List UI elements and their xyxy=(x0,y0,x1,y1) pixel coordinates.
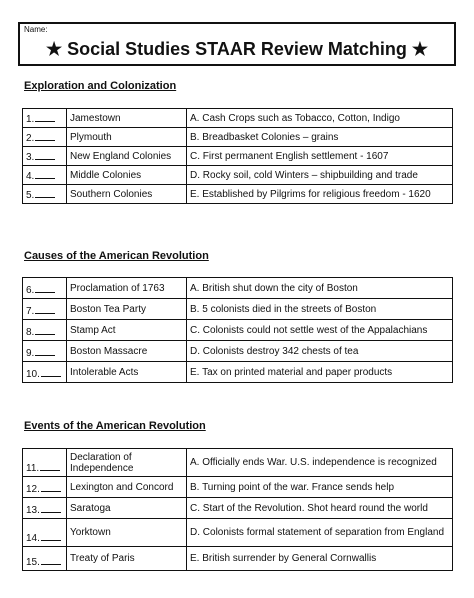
table-row xyxy=(23,498,453,519)
answer-blank[interactable] xyxy=(41,504,61,513)
item-number: 2. xyxy=(23,128,67,147)
definition-cell: C. Colonists could not settle west of the Appalachians xyxy=(187,320,453,341)
table-row xyxy=(23,166,453,185)
item-number: 3. xyxy=(23,147,67,166)
definition-cell: A. British shut down the city of Boston xyxy=(187,278,453,299)
table-row xyxy=(23,128,453,147)
definition-cell: B. 5 colonists died in the streets of Boston xyxy=(187,299,453,320)
item-number: 11. xyxy=(23,449,67,477)
item-number: 10. xyxy=(23,362,67,383)
table-row xyxy=(23,278,453,299)
term-cell: Lexington and Concord xyxy=(67,477,187,498)
section-heading-events: Events of the American Revolution xyxy=(24,420,206,432)
item-number: 1. xyxy=(23,109,67,128)
item-number: 12. xyxy=(23,477,67,498)
answer-blank[interactable] xyxy=(41,368,61,377)
answer-blank[interactable] xyxy=(35,284,55,293)
definition-cell: A. Officially ends War. U.S. independence is recognized xyxy=(187,449,453,477)
answer-blank[interactable] xyxy=(35,347,55,356)
answer-blank[interactable] xyxy=(40,462,60,471)
table-row xyxy=(23,449,453,477)
answer-blank[interactable] xyxy=(35,189,55,198)
item-number: 5. xyxy=(23,185,67,204)
section-heading-exploration: Exploration and Colonization xyxy=(24,80,177,92)
matching-table-exploration xyxy=(22,108,453,204)
term-cell: Jamestown xyxy=(67,109,187,128)
name-label: Name: xyxy=(24,25,48,34)
item-number: 9. xyxy=(23,341,67,362)
answer-blank[interactable] xyxy=(41,532,61,541)
definition-cell: C. Start of the Revolution. Shot heard round the world xyxy=(187,498,453,519)
term-cell: Southern Colonies xyxy=(67,185,187,204)
answer-blank[interactable] xyxy=(35,305,55,314)
term-cell: Declaration of Independence xyxy=(67,449,187,477)
table-row xyxy=(23,109,453,128)
definition-cell: E. Established by Pilgrims for religious freedom - 1620 xyxy=(187,185,453,204)
title-box xyxy=(18,22,456,66)
term-cell: New England Colonies xyxy=(67,147,187,166)
table-row xyxy=(23,362,453,383)
definition-cell: B. Turning point of the war. France sends help xyxy=(187,477,453,498)
answer-blank[interactable] xyxy=(35,170,55,179)
table-row xyxy=(23,147,453,166)
item-number: 7. xyxy=(23,299,67,320)
definition-cell: B. Breadbasket Colonies – grains xyxy=(187,128,453,147)
term-cell: Plymouth xyxy=(67,128,187,147)
table-row xyxy=(23,341,453,362)
definition-cell: D. Rocky soil, cold Winters – shipbuilding and trade xyxy=(187,166,453,185)
definition-cell: C. First permanent English settlement - 1607 xyxy=(187,147,453,166)
table-row xyxy=(23,519,453,547)
definition-cell: D. Colonists formal statement of separation from England xyxy=(187,519,453,547)
definition-cell: E. Tax on printed material and paper products xyxy=(187,362,453,383)
answer-blank[interactable] xyxy=(41,483,61,492)
answer-blank[interactable] xyxy=(35,132,55,141)
item-number: 8. xyxy=(23,320,67,341)
matching-table-events xyxy=(22,448,453,571)
term-cell: Intolerable Acts xyxy=(67,362,187,383)
item-number: 4. xyxy=(23,166,67,185)
item-number: 13. xyxy=(23,498,67,519)
term-cell: Boston Tea Party xyxy=(67,299,187,320)
table-row xyxy=(23,547,453,571)
term-cell: Stamp Act xyxy=(67,320,187,341)
term-cell: Saratoga xyxy=(67,498,187,519)
matching-table-causes xyxy=(22,277,453,383)
table-row xyxy=(23,299,453,320)
answer-blank[interactable] xyxy=(35,151,55,160)
definition-cell: D. Colonists destroy 342 chests of tea xyxy=(187,341,453,362)
table-row xyxy=(23,477,453,498)
table-row xyxy=(23,185,453,204)
answer-blank[interactable] xyxy=(35,326,55,335)
answer-blank[interactable] xyxy=(35,113,55,122)
table-row xyxy=(23,320,453,341)
term-cell: Treaty of Paris xyxy=(67,547,187,571)
term-cell: Boston Massacre xyxy=(67,341,187,362)
page-title: ★ Social Studies STAAR Review Matching ★ xyxy=(45,39,428,59)
section-heading-causes: Causes of the American Revolution xyxy=(24,250,209,262)
item-number: 6. xyxy=(23,278,67,299)
answer-blank[interactable] xyxy=(41,556,61,565)
item-number: 15. xyxy=(23,547,67,571)
term-cell: Middle Colonies xyxy=(67,166,187,185)
definition-cell: A. Cash Crops such as Tobacco, Cotton, Indigo xyxy=(187,109,453,128)
item-number: 14. xyxy=(23,519,67,547)
term-cell: Proclamation of 1763 xyxy=(67,278,187,299)
definition-cell: E. British surrender by General Cornwallis xyxy=(187,547,453,571)
term-cell: Yorktown xyxy=(67,519,187,547)
